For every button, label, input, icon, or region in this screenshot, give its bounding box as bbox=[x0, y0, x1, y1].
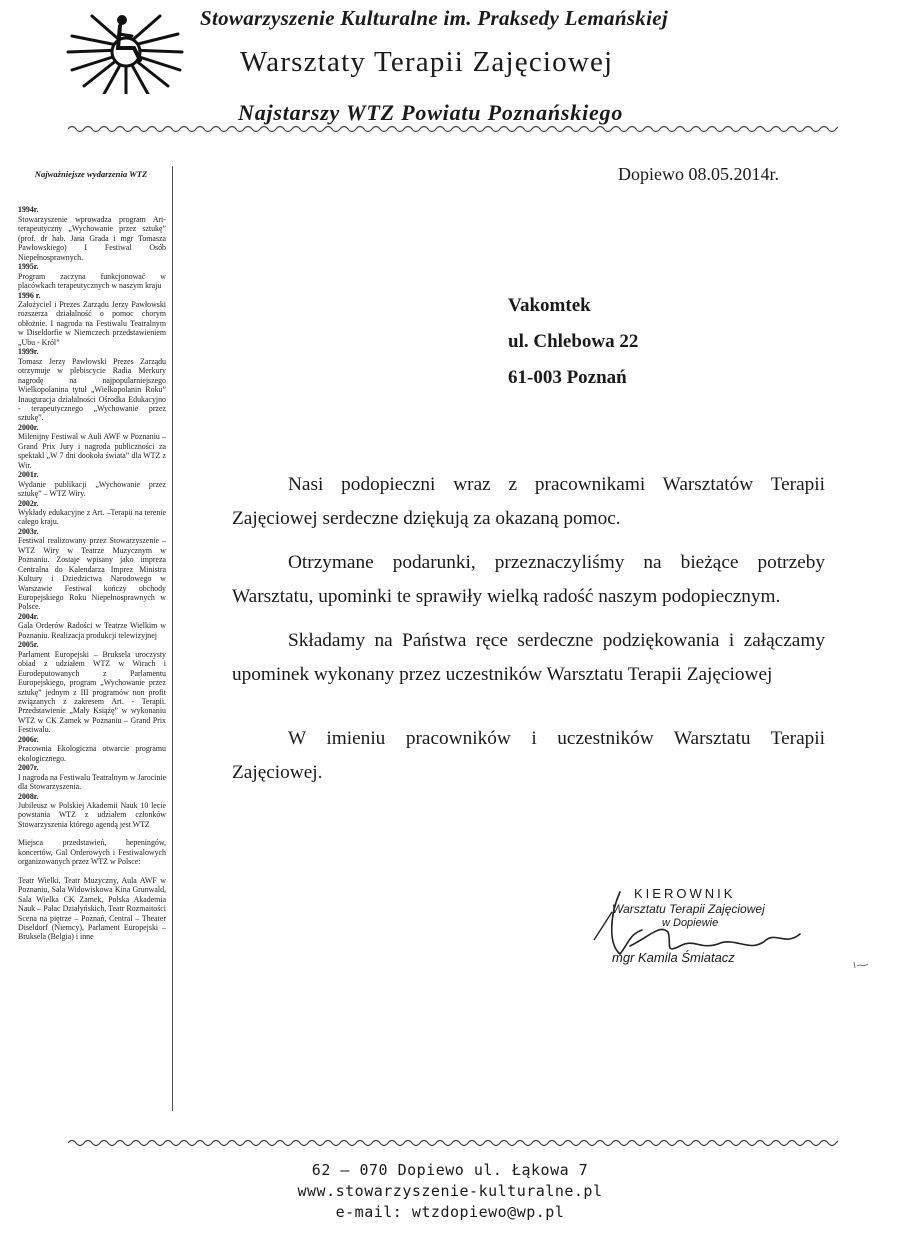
event-description: Założyciel i Prezes Zarządu Jerzy Pawłowski rozszerza działalność o pomoc chorym obłożnie. I nagroda na Festiwalu Teatralnym w Diseldorfie w Niemczech przedstawieniem „Ubu - Król” bbox=[18, 299, 166, 347]
stamp-name: mgr Kamila Śmiatacz bbox=[612, 950, 735, 965]
event-year: 2007r. bbox=[18, 763, 39, 773]
stamp-title: KIEROWNIK bbox=[634, 886, 736, 901]
footer-email[interactable]: e-mail: wtzdopiewo@wp.pl bbox=[335, 1203, 565, 1221]
footer-contact bbox=[0, 1160, 900, 1223]
recipient-city: 61-003 Poznań bbox=[508, 367, 627, 388]
letter-paragraph: Nasi podopieczni wraz z pracownikami Warsztatów Terapii Zajęciowej serdeczne dziękują za okazaną pomoc. bbox=[232, 474, 825, 529]
places-intro: Miejsca przedstawień, hepeningów, koncertów, Gal Orderowych i Festiwalowych organizowanych przez WTZ w Polsce: bbox=[18, 838, 166, 867]
recipient-street: ul. Chlebowa 22 bbox=[508, 331, 639, 352]
event-description: Parlament Europejski – Bruksela uroczysty obiad z udziałem WTZ w Wirach i Eurodeputowanych z Parlamentu Europejskiego, program „Wychowanie przez sztukę” jednym z III programów non profit związanych z zakresem Art. - Terapii. Przedstawienie „Mały Książę” w wykonaniu WTZ w CK Zamek w Poznaniu – Grand Prix Festiwalu. bbox=[18, 649, 166, 735]
workshop-subtitle: Najstarszy WTZ Powiatu Poznańskiego bbox=[238, 100, 624, 125]
footer-divider bbox=[68, 1138, 838, 1148]
recipient-address bbox=[508, 288, 638, 396]
letter-date: Dopiewo 08.05.2014r. bbox=[618, 164, 779, 184]
event-description: Festiwal realizowany przez Stowarzyszenie – WTZ Wiry w Teatrze Muzycznym w Poznaniu. Zostaje wpisany jako impreza Centralna do Kalendarza Imprez Ministra Kultury i Dziedzictwa Narodowego w Warszawie Festiwal kończy obchody Europejskiego Roku Niepełnosprawnych w Polsce. bbox=[18, 536, 166, 612]
event-description: Jubileusz w Polskiej Akademii Nauk 10 lecie powstania WTZ z udziałem członków Stowarzyszenia którego agendą jest WTZ bbox=[18, 801, 166, 829]
footer-website[interactable]: www.stowarzyszenie-kulturalne.pl bbox=[297, 1182, 603, 1200]
event-description: Milenijny Festiwal w Auli AWF w Poznaniu – Grand Prix Jury i nagroda publiczności za spektakl „W 7 dni dookoła świata” dla WTZ z Wir. bbox=[18, 432, 166, 470]
sidebar-title: Najważniejsze wydarzenia WTZ bbox=[34, 169, 148, 179]
event-description: Wykłady edukacyjne z Art. –Terapii na terenie całego kraju. bbox=[18, 507, 166, 527]
event-description: Pracownia Ekologiczna otwarcie programu ekologicznego. bbox=[18, 744, 166, 763]
organization-name: Stowarzyszenie Kulturalne im. Praksedy Lemańskiej bbox=[200, 6, 668, 30]
event-year: 2002r. bbox=[18, 498, 39, 508]
events-list bbox=[14, 205, 172, 829]
letter-body bbox=[232, 468, 825, 800]
event-description: Program zaczyna funkcjonować w placówkach terapeutycznych w naszym kraju bbox=[18, 271, 166, 291]
event-year: 1999r. bbox=[18, 347, 39, 357]
event-description: Gala Orderów Radości w Teatrze Wielkim w Poznaniu. Realizacja produkcji telewizyjnej bbox=[18, 621, 166, 640]
margin-mark bbox=[852, 960, 870, 970]
recipient-name: Vakomtek bbox=[508, 295, 591, 316]
event-year: 2000r. bbox=[18, 422, 39, 432]
event-year: 2006r. bbox=[18, 734, 39, 744]
event-description: Stowarzyszenie wprowadza program Art-terapeutyczny „Wychowanie przez sztukę” (prof. dr hab. Jana Grada i mgr Tomasza Pawłowskiego) I Festiwal Osób Niepełnosprawnych. bbox=[18, 214, 166, 262]
event-year: 2005r. bbox=[18, 640, 39, 650]
header-divider bbox=[68, 124, 838, 134]
event-description: I nagroda na Festiwalu Teatralnym w Jarocinie dla Stowarzyszenia. bbox=[18, 772, 166, 792]
event-year: 2008r. bbox=[18, 791, 39, 801]
workshop-title: Warsztaty Terapii Zajęciowej bbox=[240, 46, 614, 78]
event-year: 1994r. bbox=[18, 205, 39, 215]
footer-address: 62 – 070 Dopiewo ul. Łąkowa 7 bbox=[311, 1161, 589, 1179]
events-sidebar bbox=[14, 166, 173, 1111]
wheelchair-sun-icon bbox=[64, 6, 184, 94]
event-year: 2001r. bbox=[18, 470, 39, 480]
stamp-location: w Dopiewie bbox=[662, 917, 719, 929]
event-year: 1995r. bbox=[18, 262, 39, 272]
event-description: Tomasz Jerzy Pawłowski Prezes Zarządu otrzymuje w plebiscycie Radia Merkury nagrodę na najpopularniejszego Wielkopolanina tytuł „Wielkopolanin Roku” Inauguracja działalności Ośrodka Edukacyjno - terapeutycznego „Wychowanie przez sztukę”. bbox=[18, 356, 166, 423]
event-year: 2003r. bbox=[18, 526, 39, 536]
event-year: 2004r. bbox=[18, 611, 39, 621]
stamp-organization: Warsztatu Terapii Zajęciowej bbox=[612, 902, 765, 916]
event-description: Wydanie publikacji „Wychowanie przez sztukę” – WTZ Wiry. bbox=[18, 479, 166, 499]
letter-paragraph: Otrzymane podarunki, przeznaczyliśmy na bieżące potrzeby Warsztatu, upominki te sprawiły wielką radość naszym podopiecznym. bbox=[232, 552, 825, 607]
letter-closing: W imieniu pracowników i uczestników Warsztatu Terapii Zajęciowej. bbox=[232, 728, 825, 783]
event-year: 1996 r. bbox=[18, 290, 41, 300]
letter-paragraph: Składamy na Państwa ręce serdeczne podziękowania i załączamy upominek wykonany przez uczestników Warsztatu Terapii Zajęciowej bbox=[232, 630, 825, 685]
places-list: Teatr Wielki, Teatr Muzyczny, Aula AWF w Poznaniu, Sala Widowiskowa Kina Grunwald, Sala Wielka CK Zamek, Polska Akademia Nauk – Pałac Działyńskich, Teatr Rozmaitości Scena na piętrze – Poznań, Central – Theater Diseldorf (Niemcy), Parlament Europejski – Bruksela (Belgia) i inne bbox=[18, 875, 166, 942]
